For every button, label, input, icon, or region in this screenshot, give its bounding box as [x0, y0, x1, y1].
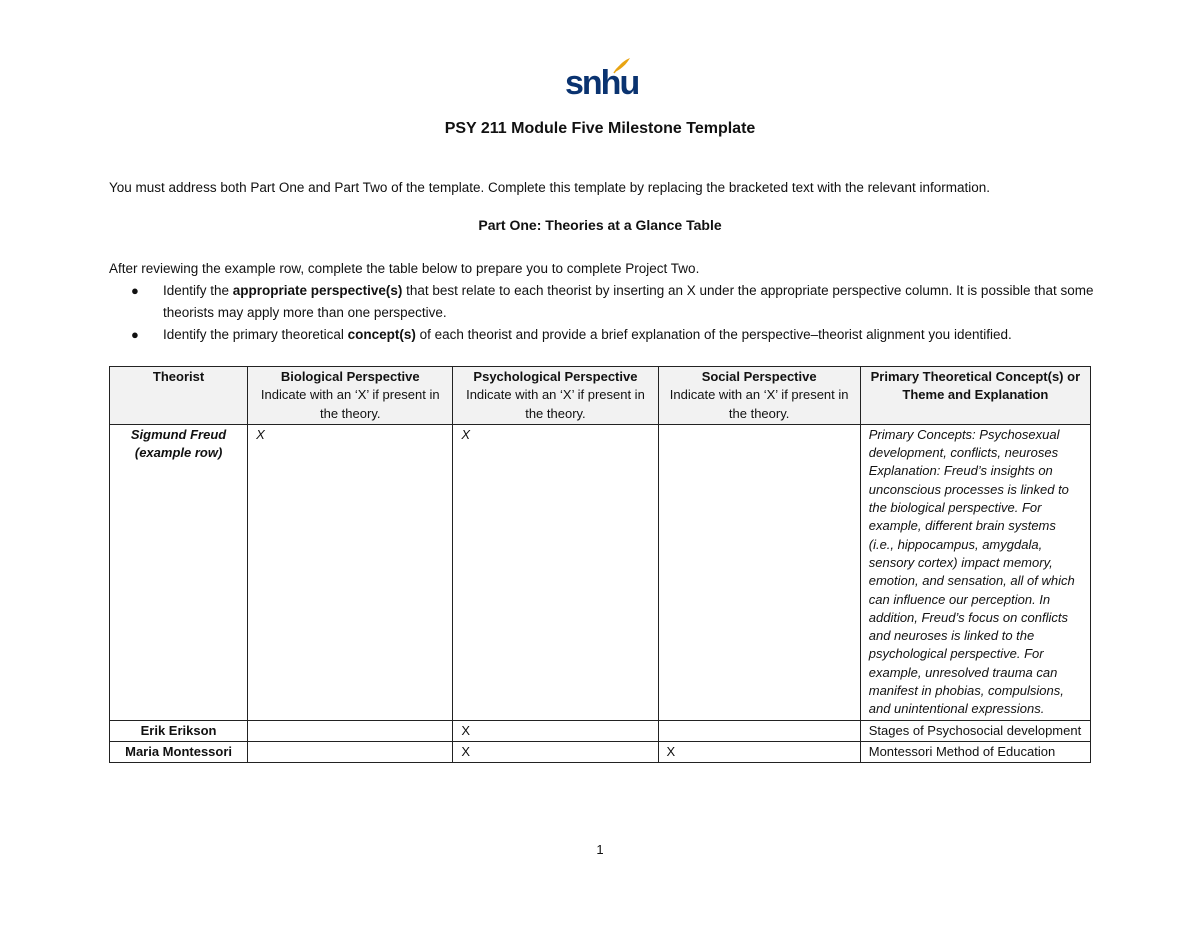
logo-wordmark: snhu: [565, 64, 639, 102]
cell-social[interactable]: X: [658, 741, 860, 762]
cell-biological[interactable]: [248, 720, 453, 741]
cell-social[interactable]: [658, 720, 860, 741]
table-row: [110, 424, 1091, 720]
cell-psychological[interactable]: X: [453, 424, 658, 720]
cell-theorist[interactable]: Sigmund Freud (example row): [110, 424, 248, 720]
cell-concept[interactable]: Stages of Psychosocial development: [860, 720, 1090, 741]
cell-theorist[interactable]: Maria Montessori: [110, 741, 248, 762]
header-biological: Biological Perspective Indicate with an ‘X’ if present in the theory.: [248, 367, 453, 425]
bullet-icon: ●: [131, 283, 139, 298]
cell-theorist[interactable]: Erik Erikson: [110, 720, 248, 741]
header-social: Social Perspective Indicate with an ‘X’ if present in the theory.: [658, 367, 860, 425]
cell-concept[interactable]: Primary Concepts: Psychosexual development, conflicts, neuroses Explanation: Freud’s insights on unconscious processes is linked to the biological perspective. For example, different brain systems (i.e., hippocampus, amygdala, sensory cortex) impact memory, emotion, and sensation, all of which can influence our perception. In addition, Freud’s focus on conflicts and neuroses is linked to the psychological perspective. For example, unresolved trauma can manifest in phobias, compulsions, and unintentional expressions.: [860, 424, 1090, 720]
table-row: [110, 741, 1091, 762]
cell-biological[interactable]: X: [248, 424, 453, 720]
header-concept: Primary Theoretical Concept(s) or Theme and Explanation: [860, 367, 1090, 425]
cell-psychological[interactable]: X: [453, 720, 658, 741]
bullet-item: ● Identify the primary theoretical concept(s) of each theorist and provide a brief explanation of the perspective–theorist alignment you identified.: [109, 324, 1094, 346]
table-row: [110, 720, 1091, 741]
part-one-heading: Part One: Theories at a Glance Table: [478, 217, 722, 233]
header-theorist: Theorist: [110, 367, 248, 425]
cell-psychological[interactable]: X: [453, 741, 658, 762]
instructions-paragraph: After reviewing the example row, complete the table below to prepare you to complete Project Two.: [109, 261, 700, 276]
cell-concept[interactable]: Montessori Method of Education: [860, 741, 1090, 762]
document-title: PSY 211 Module Five Milestone Template: [444, 120, 756, 137]
bullet-icon: ●: [131, 327, 139, 342]
page-number: 1: [596, 842, 604, 857]
cell-biological[interactable]: [248, 741, 453, 762]
instruction-bullets: [109, 280, 1094, 346]
header-psychological: Psychological Perspective Indicate with an ‘X’ if present in the theory.: [453, 367, 658, 425]
intro-paragraph: You must address both Part One and Part Two of the template. Complete this template by replacing the bracketed text with the relevant information.: [109, 180, 990, 195]
snhu-logo: [565, 56, 639, 102]
cell-social[interactable]: [658, 424, 860, 720]
table-header-row: [110, 367, 1091, 425]
theories-table: [109, 366, 1091, 763]
bullet-item: ● Identify the appropriate perspective(s) that best relate to each theorist by inserting an X under the appropriate perspective column. It is possible that some theorists may apply more than one perspective.: [109, 280, 1094, 324]
